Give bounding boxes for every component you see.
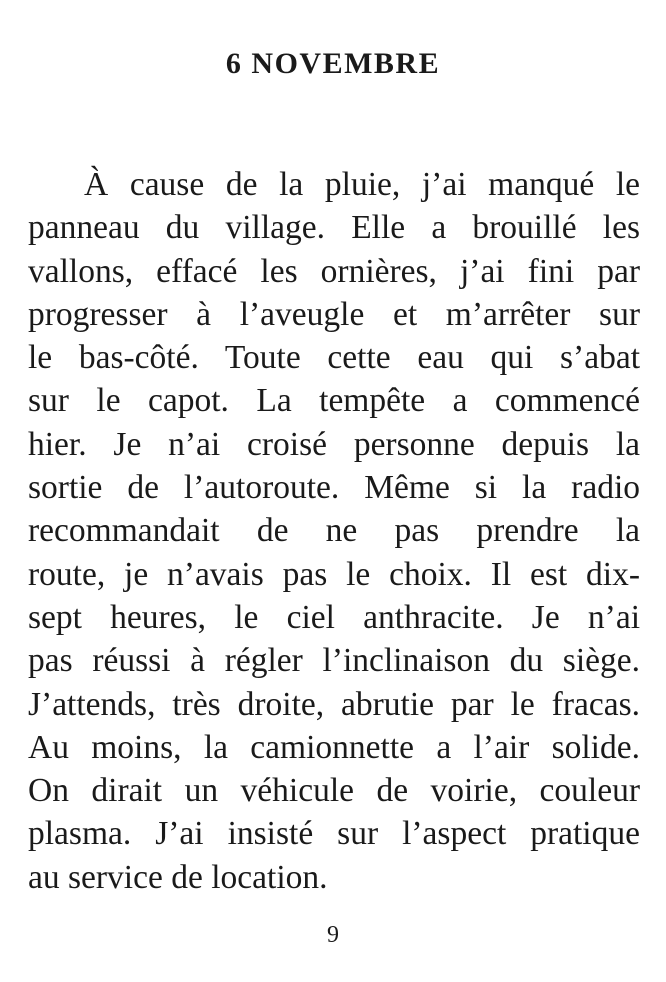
text-line: À cause de la pluie, j’ai manqué le: [84, 166, 640, 203]
text-line: route, je n’avais pas le choix. Il est dix-: [28, 555, 640, 593]
text-line: plasma. J’ai insisté sur l’aspect pratique: [28, 815, 640, 853]
text-line: au service de location.: [28, 858, 328, 896]
text-line: J’attends, très droite, abrutie par le fracas.: [28, 685, 640, 723]
text-line: panneau du village. Elle a brouillé les: [28, 209, 640, 247]
text-line: recommandait de ne pas prendre la: [28, 512, 640, 550]
text-line: progresser à l’aveugle et m’arrêter sur: [28, 295, 640, 333]
page-number: 9: [327, 922, 339, 948]
text-line: vallons, effacé les ornières, j’ai fini par: [28, 252, 640, 290]
text-line: sortie de l’autoroute. Même si la radio: [28, 469, 640, 507]
text-line: Au moins, la camionnette a l’air solide.: [28, 728, 640, 766]
text-line: hier. Je n’ai croisé personne depuis la: [28, 425, 640, 463]
text-line: le bas-côté. Toute cette eau qui s’abat: [28, 339, 640, 377]
chapter-title: 6 NOVEMBRE: [225, 47, 441, 80]
text-line: sept heures, le ciel anthracite. Je n’ai: [28, 598, 640, 636]
body-paragraph: [28, 163, 640, 899]
text-line: sur le capot. La tempête a commencé: [28, 382, 640, 420]
text-line: On dirait un véhicule de voirie, couleur: [28, 772, 640, 810]
text-line: pas réussi à régler l’inclinaison du siège.: [28, 642, 640, 680]
